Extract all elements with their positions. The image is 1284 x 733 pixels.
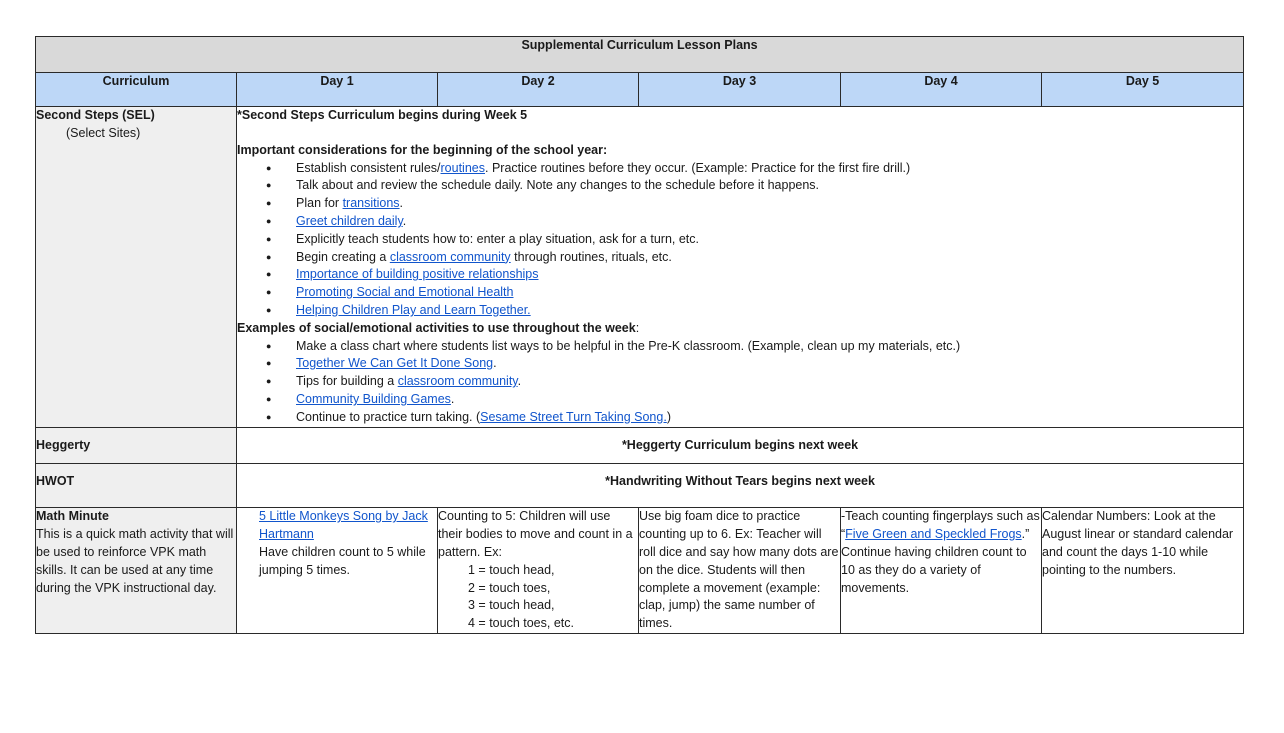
math-day-4 <box>841 508 1042 634</box>
math-day-4-intro <box>841 508 1041 544</box>
math-minute-label: Math Minute <box>36 509 109 524</box>
bullet-text: Begin creating a <box>296 249 390 264</box>
second-steps-label: Second Steps (SEL) <box>36 108 155 122</box>
bullet-text: Explicitly teach students how to: enter a play situation, ask for a turn, etc. <box>296 231 699 246</box>
header-day-3: Day 3 <box>639 73 841 107</box>
activities-heading-line <box>237 320 1243 338</box>
bullet-link[interactable]: Helping Children Play and Learn Together. <box>296 302 531 317</box>
activities-list <box>237 338 1243 427</box>
hwot-label: HWOT <box>36 474 75 489</box>
hwot-note: *Handwriting Without Tears begins next week <box>237 464 1244 508</box>
considerations-list <box>237 160 1243 320</box>
bullet-item <box>237 373 1243 391</box>
header-day-2: Day 2 <box>438 73 639 107</box>
bullet-item <box>237 284 1243 302</box>
header-day-1: Day 1 <box>237 73 438 107</box>
bullet-link[interactable]: Promoting Social and Emotional Health <box>296 285 514 300</box>
math-day-1-text: Have children count to 5 while jumping 5 times. <box>259 544 426 577</box>
math-day-5-text: Calendar Numbers: Look at the August linear or standard calendar and count the days 1-10 while pointing to the numbers. <box>1042 509 1234 577</box>
math-day-2-step: 3 = touch head, <box>468 598 555 613</box>
bullet-link[interactable]: Importance of building positive relationships <box>296 267 539 282</box>
heggerty-note: *Heggerty Curriculum begins next week <box>237 427 1244 464</box>
bullet-item <box>237 302 1243 320</box>
header-day-4: Day 4 <box>841 73 1042 107</box>
bullet-item <box>237 391 1243 409</box>
bullet-text-suffix: . <box>493 356 497 371</box>
bullet-item <box>237 195 1243 213</box>
bullet-text: Make a class chart where students list ways to be helpful in the Pre-K classroom. (Example, clean up my materials, etc.) <box>296 338 961 353</box>
bullet-text-suffix: ) <box>666 409 671 424</box>
bullet-text-suffix: . <box>450 391 455 406</box>
bullet-text: Plan for <box>296 196 343 211</box>
bullet-text: Continue to practice turn taking. ( <box>296 409 481 424</box>
bullet-text: Tips for building a <box>296 374 398 389</box>
bullet-text-suffix: . <box>517 374 522 389</box>
row-hwot <box>36 464 1244 508</box>
bullet-link[interactable]: routines <box>440 160 485 175</box>
header-curriculum: Curriculum <box>36 73 237 107</box>
bullet-text-suffix: through routines, rituals, etc. <box>510 249 672 264</box>
label-hwot <box>36 464 237 508</box>
header-row <box>36 73 1244 107</box>
row-second-steps <box>36 107 1244 428</box>
row-heggerty <box>36 427 1244 464</box>
bullet-item <box>237 249 1243 267</box>
bullet-item <box>237 338 1243 356</box>
math-day-3-text: Use big foam dice to practice counting up to 6. Ex: Teacher will roll dice and say how many dots are on the dice. Students will then complete a movement (example: clap, jump) the same number of times. <box>639 509 839 631</box>
second-steps-sublabel: (Select Sites) <box>66 125 141 140</box>
bullet-link[interactable]: classroom community <box>389 249 511 264</box>
second-steps-content <box>237 107 1244 428</box>
bullet-text-suffix: . Practice routines before they occur. (Example: Practice for the first fire drill.) <box>485 160 911 175</box>
math-day-3 <box>639 508 841 634</box>
bullet-item <box>237 355 1243 373</box>
table-title: Supplemental Curriculum Lesson Plans <box>36 37 1244 73</box>
label-second-steps <box>36 107 237 428</box>
math-day-2-text: Counting to 5: Children will use their bodies to move and count in a pattern. Ex: <box>438 509 633 559</box>
activities-heading-suffix: : <box>635 320 640 335</box>
math-day-2-step: 1 = touch head, <box>468 562 555 577</box>
math-day-4-pre: -Teach counting fingerplays such as “ <box>841 509 1040 542</box>
considerations-heading: Important considerations for the beginning of the school year: <box>237 142 608 157</box>
bullet-item <box>237 177 1243 195</box>
math-minute-description: This is a quick math activity that will be used to reinforce VPK math skills. It can be used at any time during the VPK instructional day. <box>36 527 234 595</box>
bullet-item <box>237 213 1243 231</box>
math-day-2-step: 2 = touch toes, <box>468 580 551 595</box>
second-steps-note: *Second Steps Curriculum begins during Week 5 <box>237 108 528 122</box>
lesson-plan-table <box>35 36 1244 634</box>
bullet-item <box>237 160 1243 178</box>
bullet-text-suffix: . <box>399 196 404 211</box>
label-math-minute <box>36 508 237 634</box>
heggerty-label: Heggerty <box>36 437 91 452</box>
five-little-monkeys-link[interactable]: 5 Little Monkeys Song by Jack Hartmann <box>259 509 428 542</box>
bullet-text: Talk about and review the schedule daily. Note any changes to the schedule before it happens. <box>296 178 820 193</box>
bullet-link[interactable]: Sesame Street Turn Taking Song. <box>480 409 667 424</box>
bullet-text-suffix: . <box>402 213 407 228</box>
bullet-link[interactable]: transitions <box>342 196 400 211</box>
math-day-5 <box>1042 508 1244 634</box>
math-day-1 <box>237 508 438 634</box>
bullet-link[interactable]: Community Building Games <box>296 391 451 406</box>
bullet-link[interactable]: Together We Can Get It Done Song <box>296 356 494 371</box>
bullet-text: Establish consistent rules/ <box>296 160 441 175</box>
math-day-2-step: 4 = touch toes, etc. <box>468 616 574 631</box>
title-row <box>36 37 1244 73</box>
five-green-frogs-link[interactable]: Five Green and Speckled Frogs <box>845 527 1022 542</box>
math-day-2 <box>438 508 639 634</box>
activities-heading: Examples of social/emotional activities to use throughout the week <box>237 320 636 335</box>
math-day-4-post: .” <box>1021 527 1030 542</box>
row-math-minute <box>36 508 1244 634</box>
bullet-link[interactable]: classroom community <box>397 374 518 389</box>
bullet-item <box>237 409 1243 427</box>
bullet-item <box>237 231 1243 249</box>
math-day-4-text: Continue having children count to 10 as they do a variety of movements. <box>841 544 1027 595</box>
header-day-5: Day 5 <box>1042 73 1244 107</box>
bullet-item <box>237 266 1243 284</box>
bullet-link[interactable]: Greet children daily <box>296 213 403 228</box>
label-heggerty <box>36 427 237 464</box>
